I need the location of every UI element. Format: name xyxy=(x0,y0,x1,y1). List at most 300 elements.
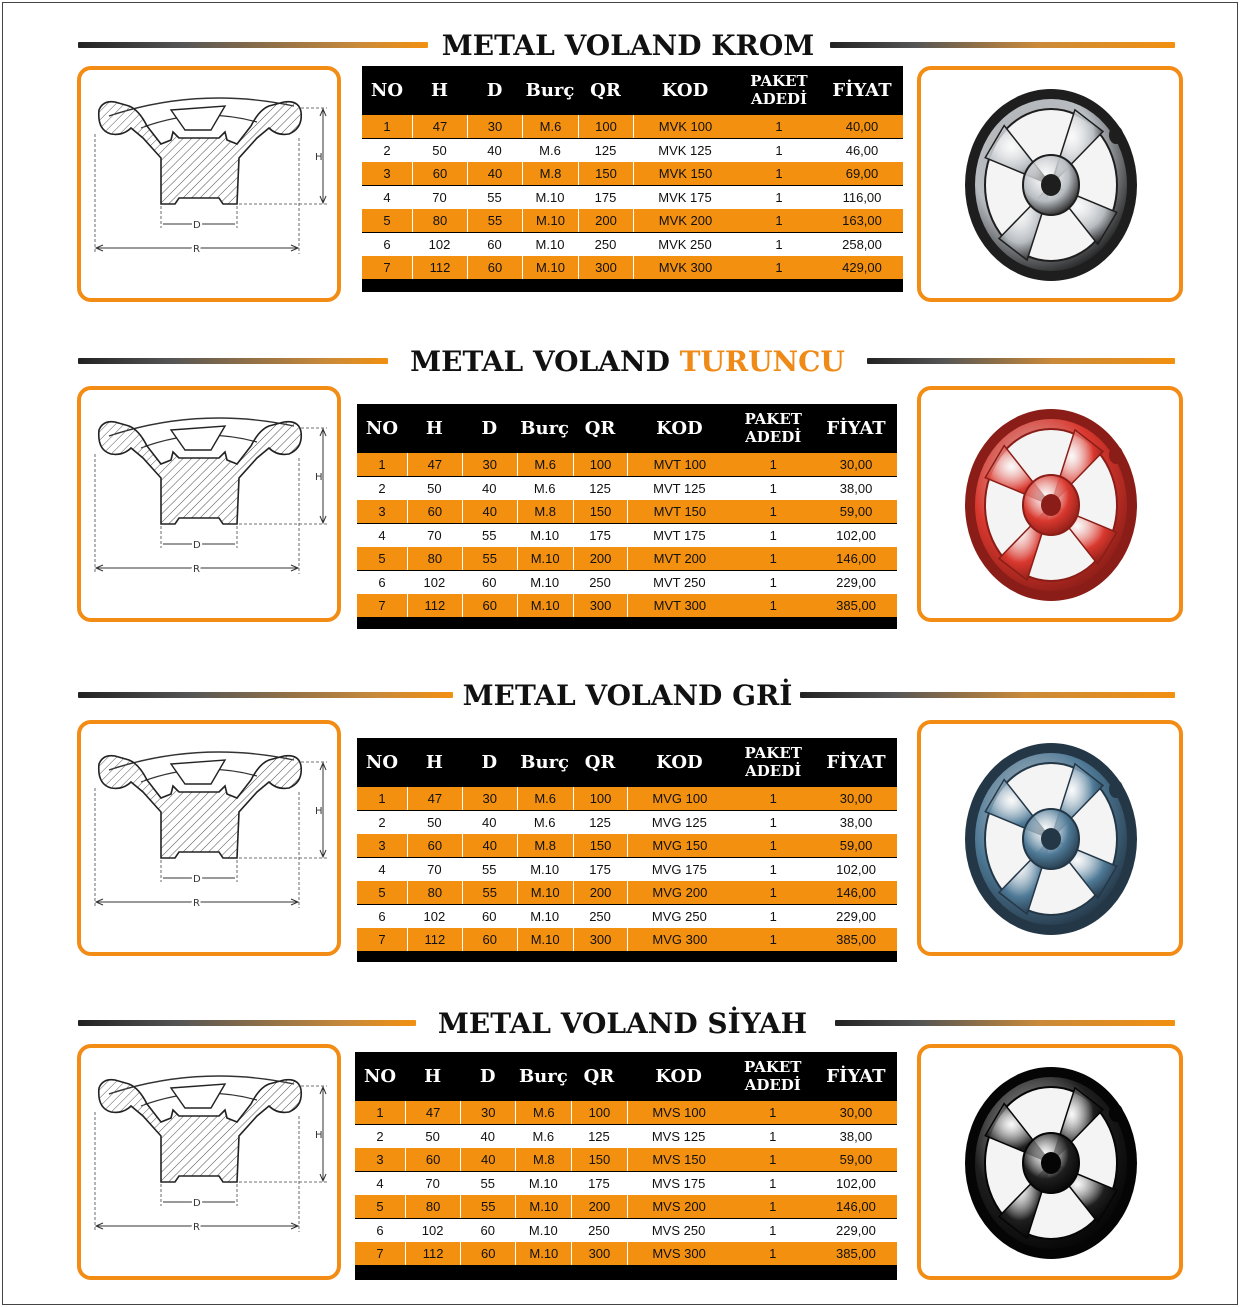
cell-h: 80 xyxy=(412,209,467,232)
cell-d: 40 xyxy=(462,500,517,523)
cell-paket-adedi: 1 xyxy=(769,457,777,472)
cell-kod: MVS 200 xyxy=(627,1195,731,1218)
cell-d: 60 xyxy=(487,236,502,252)
header-d: D xyxy=(486,79,503,101)
cell-burc: M.10 xyxy=(530,527,560,543)
wheel-handle-hole xyxy=(1109,126,1123,144)
cell-h: 50 xyxy=(427,480,442,496)
cell-d: 55 xyxy=(462,881,517,904)
cell-h: 70 xyxy=(432,189,447,205)
cell-h: 50 xyxy=(432,142,447,158)
table-row xyxy=(357,571,897,594)
cell-paket-adedi: 1 xyxy=(769,574,777,590)
header-no: NO xyxy=(363,1065,397,1087)
header-fiyat: FİYAT xyxy=(826,1065,886,1087)
dim-label-h: H xyxy=(315,152,323,163)
cell-kod: MVT 175 xyxy=(653,527,706,543)
product-image-box xyxy=(917,386,1183,622)
cell-no: 4 xyxy=(376,1175,384,1191)
cell-d: 40 xyxy=(480,1128,495,1144)
cell-kod: MVG 300 xyxy=(627,928,731,951)
cell-h: 60 xyxy=(412,162,467,185)
cell-fiyat: 102,00 xyxy=(836,861,876,877)
cell-h: 80 xyxy=(407,881,462,904)
cell-d: 55 xyxy=(460,1195,515,1218)
cell-d: 60 xyxy=(480,1222,495,1238)
dimension-diagram-box xyxy=(77,386,341,622)
dim-label-h: H xyxy=(315,1130,323,1141)
cell-kod: MVT 250 xyxy=(653,574,706,590)
cell-h: 50 xyxy=(425,1128,440,1144)
cell-h: 102 xyxy=(423,574,446,590)
header-h: H xyxy=(425,751,443,773)
cell-fiyat: 38,00 xyxy=(839,480,873,496)
section-title: METAL VOLAND GRİ xyxy=(462,679,793,712)
header-h: H xyxy=(430,79,448,101)
cell-fiyat: 69,00 xyxy=(845,166,879,181)
cell-kod: MVG 200 xyxy=(627,881,731,904)
table-header xyxy=(355,1052,897,1100)
cell-h: 102 xyxy=(428,236,451,252)
cell-d: 40 xyxy=(487,142,502,158)
cell-burc: M.6 xyxy=(532,1128,555,1144)
cell-burc: M.10 xyxy=(522,209,578,232)
cell-qr: 200 xyxy=(573,547,628,570)
cell-qr: 150 xyxy=(578,162,633,185)
cell-h: 70 xyxy=(427,861,442,877)
cell-paket-adedi: 1 xyxy=(769,885,777,900)
cell-fiyat: 102,00 xyxy=(836,527,876,543)
cell-kod: MVK 100 xyxy=(633,115,737,138)
title-line-left xyxy=(78,1020,416,1026)
cell-paket-adedi: 1 xyxy=(769,504,777,519)
cell-qr: 150 xyxy=(573,500,628,523)
cell-d: 55 xyxy=(487,189,502,205)
cell-d: 40 xyxy=(482,814,497,830)
center-wedge xyxy=(171,1084,225,1108)
cell-paket-adedi: 1 xyxy=(769,551,777,566)
table-row xyxy=(357,928,897,951)
table-row xyxy=(362,233,903,256)
table-header xyxy=(357,404,897,452)
cell-h: 60 xyxy=(407,834,462,857)
header-burc: Burç xyxy=(520,417,570,439)
cell-qr: 175 xyxy=(589,861,611,877)
section-title-row xyxy=(0,342,1240,382)
cell-burc: M.10 xyxy=(522,256,578,279)
header-kod: KOD xyxy=(661,79,709,101)
table-row xyxy=(355,1195,897,1218)
cell-kod: MVK 150 xyxy=(633,162,737,185)
table-row xyxy=(357,594,897,617)
table-row xyxy=(357,858,897,881)
section-gri xyxy=(0,676,1240,996)
cell-paket-adedi: 1 xyxy=(769,527,777,543)
cell-burc: M.6 xyxy=(522,115,578,138)
cell-d: 55 xyxy=(480,1175,495,1191)
dim-label-d: D xyxy=(193,540,201,551)
cell-qr: 100 xyxy=(573,453,628,476)
cell-kod: MVS 175 xyxy=(651,1175,706,1191)
cell-h: 102 xyxy=(421,1222,444,1238)
cell-fiyat: 229,00 xyxy=(836,574,876,590)
cell-no: 5 xyxy=(376,1199,384,1214)
cell-paket-adedi: 1 xyxy=(769,791,777,806)
cell-no: 3 xyxy=(383,166,391,181)
cell-no: 1 xyxy=(378,791,386,806)
cell-burc: M.10 xyxy=(517,928,573,951)
cell-paket-adedi: 1 xyxy=(775,260,783,275)
title-line-right xyxy=(830,42,1175,48)
cell-burc: M.10 xyxy=(530,908,560,924)
cell-h: 80 xyxy=(405,1195,460,1218)
cell-qr: 250 xyxy=(594,236,617,252)
cell-burc: M.6 xyxy=(517,787,573,810)
header-paket xyxy=(731,738,815,786)
cell-kod: MVT 125 xyxy=(653,480,706,496)
table-row xyxy=(357,834,897,857)
cell-paket-adedi: 1 xyxy=(769,1246,777,1261)
title-line-left xyxy=(78,358,388,364)
cell-no: 6 xyxy=(383,236,391,252)
table-row xyxy=(357,787,897,810)
table-row xyxy=(357,905,897,928)
cell-burc: M.10 xyxy=(530,861,560,877)
title-line-right xyxy=(835,1020,1175,1026)
cell-qr: 300 xyxy=(573,594,628,617)
cell-paket-adedi: 1 xyxy=(769,1222,777,1238)
cell-paket-adedi: 1 xyxy=(769,908,777,924)
header-qr: QR xyxy=(590,79,621,101)
dimension-diagram-box xyxy=(77,1044,341,1280)
cell-h: 80 xyxy=(407,547,462,570)
cell-qr: 300 xyxy=(573,928,628,951)
cell-burc: M.8 xyxy=(522,162,578,185)
cell-qr: 300 xyxy=(578,256,633,279)
product-image-box xyxy=(917,1044,1183,1280)
dim-label-h: H xyxy=(315,806,323,817)
cell-d: 30 xyxy=(462,787,517,810)
price-table xyxy=(362,66,903,292)
cell-burc: M.6 xyxy=(515,1101,571,1124)
table-row xyxy=(355,1172,897,1195)
cell-no: 2 xyxy=(376,1128,384,1144)
cell-burc: M.10 xyxy=(515,1195,571,1218)
cell-qr: 250 xyxy=(589,574,611,590)
header-paket-line2: ADEDİ xyxy=(745,762,802,780)
table-bottom-bar xyxy=(357,952,897,962)
header-fiyat: FİYAT xyxy=(826,751,886,773)
cell-d: 60 xyxy=(482,908,497,924)
cell-kod: MVS 100 xyxy=(627,1101,731,1124)
cell-qr: 125 xyxy=(588,1128,610,1144)
cell-fiyat: 46,00 xyxy=(845,142,879,158)
header-paket-line2: ADEDİ xyxy=(744,1076,801,1094)
header-paket-line1: PAKET xyxy=(744,410,802,428)
cell-h: 47 xyxy=(412,115,467,138)
cell-qr: 150 xyxy=(571,1148,626,1171)
cell-burc: M.6 xyxy=(539,142,561,158)
cell-burc: M.10 xyxy=(535,189,565,205)
cell-h: 112 xyxy=(407,928,462,951)
cell-burc: M.10 xyxy=(517,881,573,904)
wheel-handle-hole xyxy=(1109,780,1123,798)
dimension-diagram-box xyxy=(77,720,341,956)
cell-kod: MVG 125 xyxy=(651,814,707,830)
cell-kod: MVK 300 xyxy=(633,256,737,279)
cell-d: 40 xyxy=(467,162,522,185)
cell-d: 60 xyxy=(467,256,522,279)
section-title-row xyxy=(0,26,1240,66)
cell-burc: M.10 xyxy=(515,1242,571,1265)
handwheel-cross-section-diagram xyxy=(89,88,329,288)
cell-d: 60 xyxy=(460,1242,515,1265)
cell-paket-adedi: 1 xyxy=(775,236,783,252)
cell-h: 60 xyxy=(405,1148,460,1171)
header-kod: KOD xyxy=(655,1065,702,1087)
cell-no: 1 xyxy=(383,119,391,134)
cell-d: 55 xyxy=(467,209,522,232)
title-line-right xyxy=(800,692,1175,698)
cell-fiyat: 30,00 xyxy=(839,457,873,472)
handwheel-cross-section-diagram xyxy=(89,742,329,942)
cell-no: 1 xyxy=(376,1105,384,1120)
wheel-bore xyxy=(1041,828,1061,850)
cell-burc: M.6 xyxy=(533,480,556,496)
cell-no: 3 xyxy=(378,504,386,519)
cell-d: 60 xyxy=(462,594,517,617)
cell-paket-adedi: 1 xyxy=(769,861,777,877)
table-bottom-bar xyxy=(355,1266,897,1276)
cell-no: 6 xyxy=(378,574,386,590)
cell-burc: M.8 xyxy=(515,1148,571,1171)
cell-fiyat: 59,00 xyxy=(839,504,873,519)
cell-burc: M.10 xyxy=(535,236,565,252)
cell-burc: M.10 xyxy=(517,594,573,617)
table-row xyxy=(357,547,897,570)
table-row xyxy=(362,162,903,185)
cell-fiyat: 38,00 xyxy=(839,1128,873,1144)
header-fiyat: FİYAT xyxy=(832,79,892,101)
table-row xyxy=(355,1242,897,1265)
section-title: METAL VOLAND KROM xyxy=(441,29,815,62)
cell-kod: MVG 150 xyxy=(627,834,731,857)
cell-paket-adedi: 1 xyxy=(769,1199,777,1214)
cell-qr: 175 xyxy=(589,527,611,543)
table-row xyxy=(362,256,903,279)
header-paket-line2: ADEDİ xyxy=(750,90,808,108)
cell-d: 40 xyxy=(460,1148,515,1171)
cell-paket-adedi: 1 xyxy=(769,814,777,830)
cell-qr: 250 xyxy=(589,908,611,924)
cell-paket-adedi: 1 xyxy=(769,932,777,947)
dim-label-r: R xyxy=(193,1222,200,1233)
cell-h: 60 xyxy=(407,500,462,523)
cell-h: 50 xyxy=(427,814,442,830)
cell-burc: M.10 xyxy=(530,574,560,590)
cell-qr: 100 xyxy=(578,115,633,138)
cell-paket-adedi: 1 xyxy=(775,142,783,158)
cell-no: 4 xyxy=(378,527,386,543)
cell-no: 2 xyxy=(378,480,386,496)
cell-no: 3 xyxy=(378,838,386,853)
cell-fiyat: 229,00 xyxy=(836,908,876,924)
header-paket xyxy=(731,404,815,452)
cell-fiyat: 59,00 xyxy=(839,838,873,853)
table-row xyxy=(362,209,903,232)
cell-kod: MVK 175 xyxy=(658,189,712,205)
cell-no: 4 xyxy=(383,189,391,205)
cell-qr: 125 xyxy=(589,480,611,496)
cell-kod: MVT 200 xyxy=(627,547,731,570)
cell-paket-adedi: 1 xyxy=(769,1128,777,1144)
title-line-right xyxy=(867,358,1175,364)
cell-paket-adedi: 1 xyxy=(775,166,783,181)
cell-h: 112 xyxy=(405,1242,460,1265)
product-image-box xyxy=(917,720,1183,956)
header-kod: KOD xyxy=(656,417,703,439)
cell-fiyat: 38,00 xyxy=(839,814,873,830)
header-paket-line2: ADEDİ xyxy=(745,428,802,446)
table-row xyxy=(355,1219,897,1242)
cell-d: 40 xyxy=(482,480,497,496)
cell-h: 70 xyxy=(425,1175,440,1191)
cell-fiyat: 30,00 xyxy=(839,791,873,806)
header-paket xyxy=(737,66,821,114)
cell-d: 60 xyxy=(462,928,517,951)
title-line-left xyxy=(78,692,453,698)
cell-paket-adedi: 1 xyxy=(769,1152,777,1167)
cell-fiyat: 146,00 xyxy=(836,1199,876,1214)
dim-label-d: D xyxy=(193,874,201,885)
cell-d: 40 xyxy=(462,834,517,857)
cell-fiyat: 429,00 xyxy=(842,260,882,275)
section-title-row xyxy=(0,676,1240,716)
cell-fiyat: 258,00 xyxy=(842,236,882,252)
product-image-box xyxy=(917,66,1183,302)
cell-fiyat: 59,00 xyxy=(839,1152,873,1167)
cell-h: 47 xyxy=(405,1101,460,1124)
cell-no: 7 xyxy=(378,598,386,613)
cell-burc: M.8 xyxy=(517,500,573,523)
center-wedge xyxy=(171,760,225,784)
cell-burc: M.10 xyxy=(528,1222,558,1238)
price-table xyxy=(357,404,897,629)
wheel-bore xyxy=(1041,494,1061,516)
header-h: H xyxy=(424,1065,442,1087)
cell-qr: 100 xyxy=(571,1101,626,1124)
cell-d: 55 xyxy=(482,861,497,877)
table-header xyxy=(357,738,897,786)
header-paket xyxy=(731,1052,815,1100)
cell-paket-adedi: 1 xyxy=(775,119,783,134)
cell-no: 5 xyxy=(378,885,386,900)
cell-no: 2 xyxy=(383,142,391,158)
cell-burc: M.10 xyxy=(528,1175,558,1191)
section-turuncu xyxy=(0,342,1240,662)
cell-no: 5 xyxy=(383,213,391,228)
cell-qr: 125 xyxy=(594,142,617,158)
cell-burc: M.6 xyxy=(517,453,573,476)
cell-qr: 200 xyxy=(573,881,628,904)
cell-no: 6 xyxy=(378,908,386,924)
cell-h: 112 xyxy=(412,256,467,279)
center-wedge xyxy=(171,426,225,450)
wheel-handle-hole xyxy=(1109,1104,1123,1122)
wheel-bore xyxy=(1041,174,1061,196)
header-qr: QR xyxy=(584,417,616,439)
cell-qr: 200 xyxy=(571,1195,626,1218)
table-row xyxy=(355,1125,897,1148)
cell-kod: MVS 300 xyxy=(627,1242,731,1265)
cell-paket-adedi: 1 xyxy=(769,480,777,496)
cell-kod: MVG 250 xyxy=(651,908,707,924)
cell-no: 1 xyxy=(378,457,386,472)
header-burc: Burç xyxy=(518,1065,568,1087)
table-row xyxy=(355,1148,897,1171)
title-line-left xyxy=(78,42,428,48)
cell-qr: 250 xyxy=(588,1222,610,1238)
table-bottom-bar xyxy=(362,280,903,290)
cell-burc: M.8 xyxy=(517,834,573,857)
cell-paket-adedi: 1 xyxy=(769,1175,777,1191)
price-table xyxy=(355,1052,897,1280)
section-title: METAL VOLAND TURUNCU xyxy=(410,345,845,378)
handwheel-cross-section-diagram xyxy=(89,408,329,608)
cell-d: 55 xyxy=(462,547,517,570)
section-siyah xyxy=(0,1004,1240,1307)
header-paket-line1: PAKET xyxy=(750,72,808,90)
cell-d: 30 xyxy=(467,115,522,138)
table-row xyxy=(357,500,897,523)
cell-kod: MVT 300 xyxy=(627,594,731,617)
cell-paket-adedi: 1 xyxy=(775,189,783,205)
cell-kod: MVS 150 xyxy=(627,1148,731,1171)
wheel-handle-hole xyxy=(1109,446,1123,464)
cell-kod: MVS 125 xyxy=(651,1128,706,1144)
cell-paket-adedi: 1 xyxy=(769,838,777,853)
cell-h: 70 xyxy=(427,527,442,543)
section-title-row xyxy=(0,1004,1240,1044)
cell-kod: MVS 250 xyxy=(651,1222,706,1238)
cell-qr: 175 xyxy=(594,189,617,205)
cell-qr: 300 xyxy=(571,1242,626,1265)
cell-fiyat: 385,00 xyxy=(836,598,876,613)
cell-fiyat: 385,00 xyxy=(836,932,876,947)
header-paket-line1: PAKET xyxy=(744,744,802,762)
cell-h: 47 xyxy=(407,787,462,810)
cell-paket-adedi: 1 xyxy=(769,1105,777,1120)
dim-label-d: D xyxy=(193,220,201,231)
cell-burc: M.10 xyxy=(517,547,573,570)
dimension-diagram-box xyxy=(77,66,341,302)
cell-fiyat: 116,00 xyxy=(842,189,882,205)
cell-qr: 200 xyxy=(578,209,633,232)
cell-no: 7 xyxy=(383,260,391,275)
cell-no: 7 xyxy=(378,932,386,947)
wheel-bore xyxy=(1041,1152,1061,1174)
cell-d: 55 xyxy=(482,527,497,543)
header-no: NO xyxy=(370,79,404,101)
cell-h: 47 xyxy=(407,453,462,476)
cell-paket-adedi: 1 xyxy=(769,598,777,613)
cell-qr: 125 xyxy=(589,814,611,830)
handwheel-cross-section-diagram xyxy=(89,1066,329,1266)
dim-label-d: D xyxy=(193,1198,201,1209)
header-fiyat: FİYAT xyxy=(826,417,886,439)
cell-kod: MVK 200 xyxy=(633,209,737,232)
header-h: H xyxy=(425,417,443,439)
